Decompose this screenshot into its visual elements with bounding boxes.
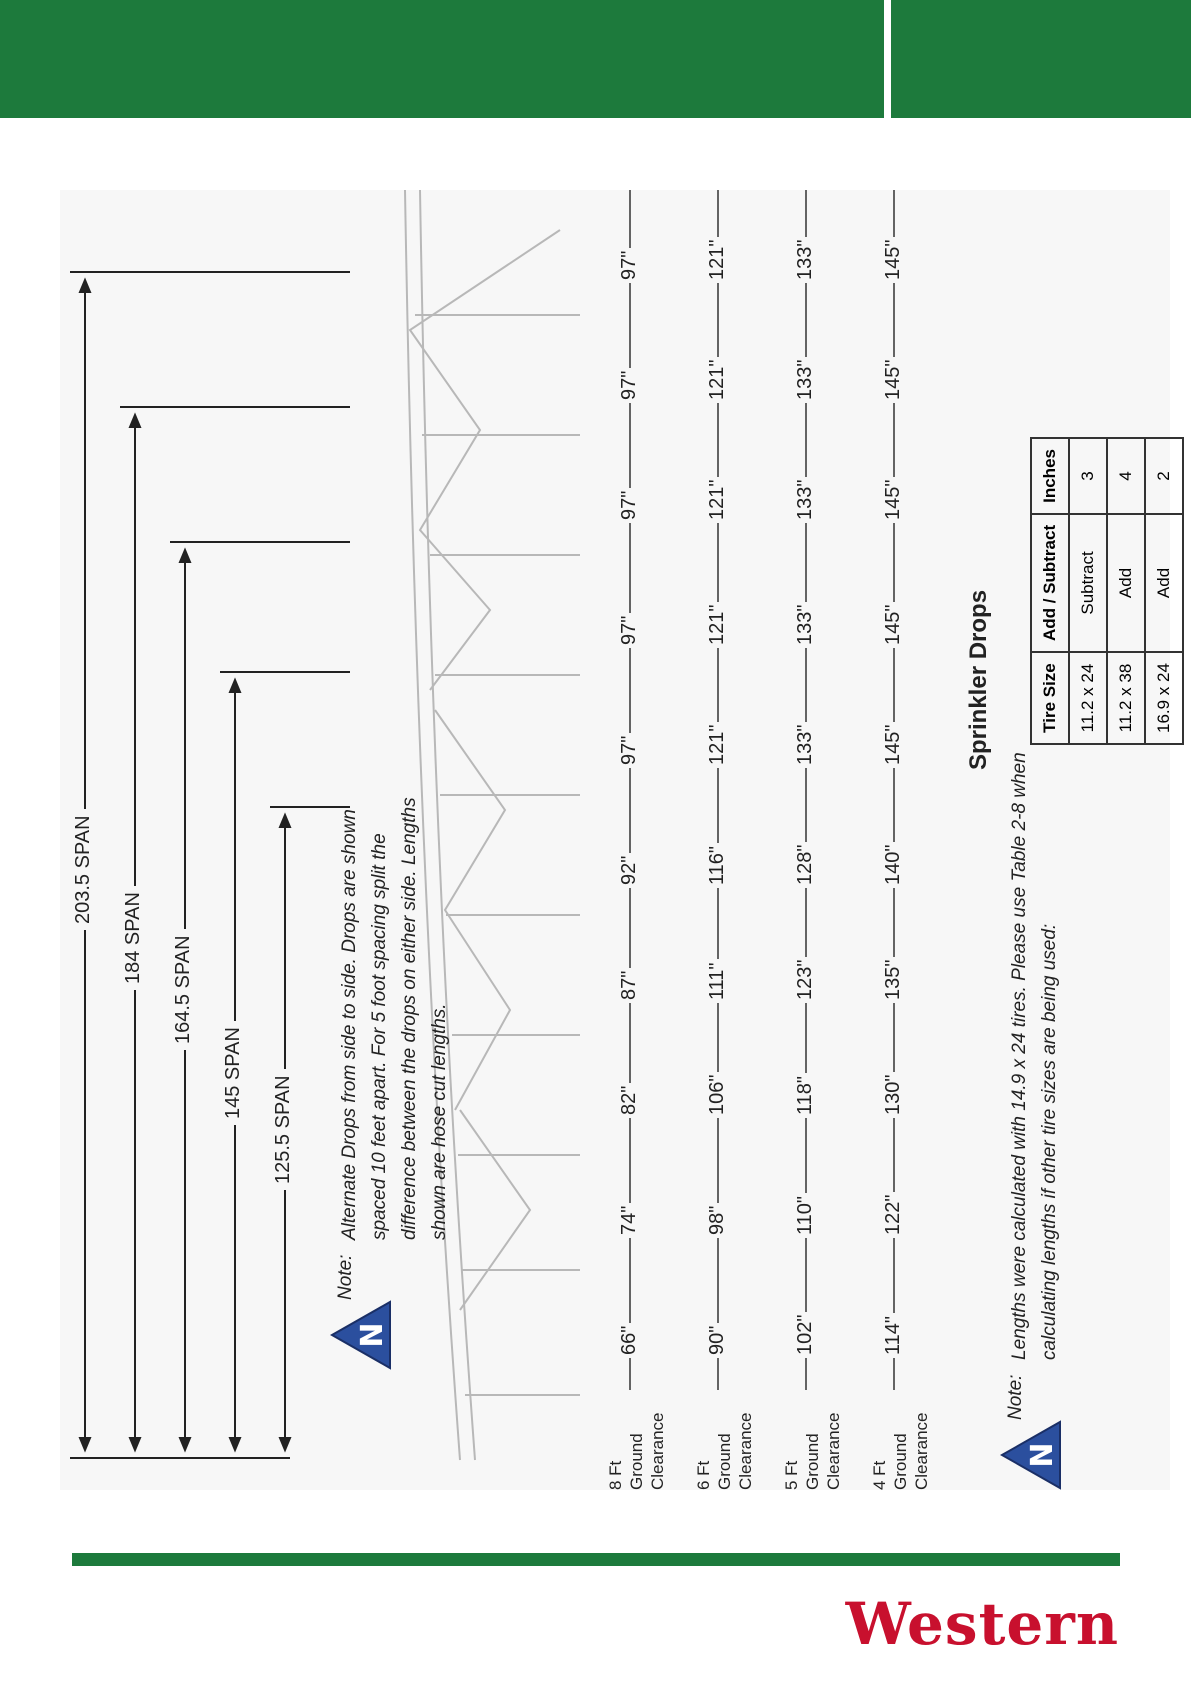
drop-value: 133" [794, 602, 817, 648]
drop-value: 97" [618, 368, 641, 403]
span-label-145: 145 SPAN [222, 1021, 245, 1125]
drop-value: 133" [794, 237, 817, 283]
drop-value: 97" [618, 248, 641, 283]
drop-value: 128" [794, 842, 817, 888]
drop-value: 123" [794, 957, 817, 1003]
footer-rule [72, 1553, 1120, 1566]
drop-value: 110" [794, 1193, 817, 1238]
drop-value: 145" [882, 602, 905, 648]
tire-header-size: Tire Size [1031, 652, 1069, 744]
table-cell: Subtract [1069, 514, 1107, 652]
table-cell: 11.2 x 38 [1107, 652, 1145, 744]
header-bar [0, 0, 884, 118]
drop-value: 118" [794, 1073, 817, 1118]
table-row [1107, 438, 1145, 744]
drop-value: 87" [618, 968, 641, 1003]
drop-value: 114" [882, 1313, 905, 1358]
span-label-203: 203.5 SPAN [72, 809, 95, 930]
table-cell: Add [1145, 514, 1183, 652]
drop-value: 116" [706, 843, 729, 888]
svg-text:N: N [1025, 1442, 1060, 1468]
drop-value: 145" [882, 722, 905, 768]
drop-value: 106" [706, 1072, 729, 1118]
drop-value: 121" [706, 722, 729, 768]
drop-value: 121" [706, 477, 729, 523]
drop-value: 82" [618, 1083, 641, 1118]
western-logo: Western [845, 1590, 1119, 1658]
span-label-125: 125.5 SPAN [272, 1069, 295, 1190]
drop-value: 135" [882, 957, 905, 1003]
table-cell: 11.2 x 24 [1069, 652, 1107, 744]
clearance-label-4: 4 Ft Ground Clearance [870, 1412, 931, 1490]
drop-value: 133" [794, 722, 817, 768]
drop-value: 74" [618, 1203, 641, 1238]
svg-text:N: N [355, 1322, 390, 1348]
table-cell: Add [1107, 514, 1145, 652]
note2-text: Lengths were calculated with 14.9 x 24 tires. Please use Table 2-8 when calculating lengths if other tire sizes are being used: [1009, 752, 1060, 1360]
header-bar-tab [891, 0, 1191, 118]
drop-value: 111" [706, 960, 729, 1004]
drop-value: 90" [706, 1323, 729, 1358]
drop-value: 145" [882, 477, 905, 523]
clearance-label-8: 8 Ft Ground Clearance [606, 1412, 667, 1490]
clearance-label-5: 5 Ft Ground Clearance [782, 1412, 843, 1490]
table-row [1069, 438, 1107, 744]
drop-value: 97" [618, 733, 641, 768]
drop-value: 122" [882, 1192, 905, 1238]
note-label: Note: [335, 1254, 356, 1300]
span-label-164: 164.5 SPAN [172, 929, 195, 1050]
drop-value: 145" [882, 237, 905, 283]
warning-icon-2 [1000, 1420, 1062, 1490]
drop-value: 121" [706, 237, 729, 283]
drop-value: 102" [794, 1312, 817, 1358]
drop-value: 97" [618, 613, 641, 648]
drop-value: 92" [618, 853, 641, 888]
note-text: Alternate Drops from side to side. Drops are shown spaced 10 feet apart. For 5 foot spacing split the difference between the drops on either side. Lengths shown are hose cut lengths. [339, 797, 450, 1240]
drop-value: 145" [882, 357, 905, 403]
tire-header-add: Add / Subtract [1031, 514, 1069, 652]
drop-value: 133" [794, 477, 817, 523]
tire-table [1030, 437, 1184, 745]
drawing-lines [60, 190, 1170, 1490]
rotated-drawing [60, 190, 1173, 1490]
drop-value: 66" [618, 1323, 641, 1358]
drop-value: 97" [618, 488, 641, 523]
warning-icon [330, 1300, 392, 1370]
drop-value: 130" [882, 1072, 905, 1118]
drop-value: 121" [706, 357, 729, 403]
drop-value: 98" [706, 1203, 729, 1238]
table-cell: 4 [1107, 438, 1145, 514]
clearance-label-6: 6 Ft Ground Clearance [694, 1412, 755, 1490]
table-cell: 16.9 x 24 [1145, 652, 1183, 744]
drop-value: 140" [882, 842, 905, 888]
table-cell: 2 [1145, 438, 1183, 514]
drop-value: 133" [794, 357, 817, 403]
table-cell: 3 [1069, 438, 1107, 514]
sprinkler-drops-figure [60, 190, 1173, 1490]
tire-header-inches: Inches [1031, 438, 1069, 514]
drop-value: 121" [706, 602, 729, 648]
figure-caption: Sprinkler Drops [965, 589, 992, 770]
note2-label: Note: [1005, 1374, 1026, 1420]
table-row [1145, 438, 1183, 744]
span-label-184: 184 SPAN [122, 886, 145, 990]
